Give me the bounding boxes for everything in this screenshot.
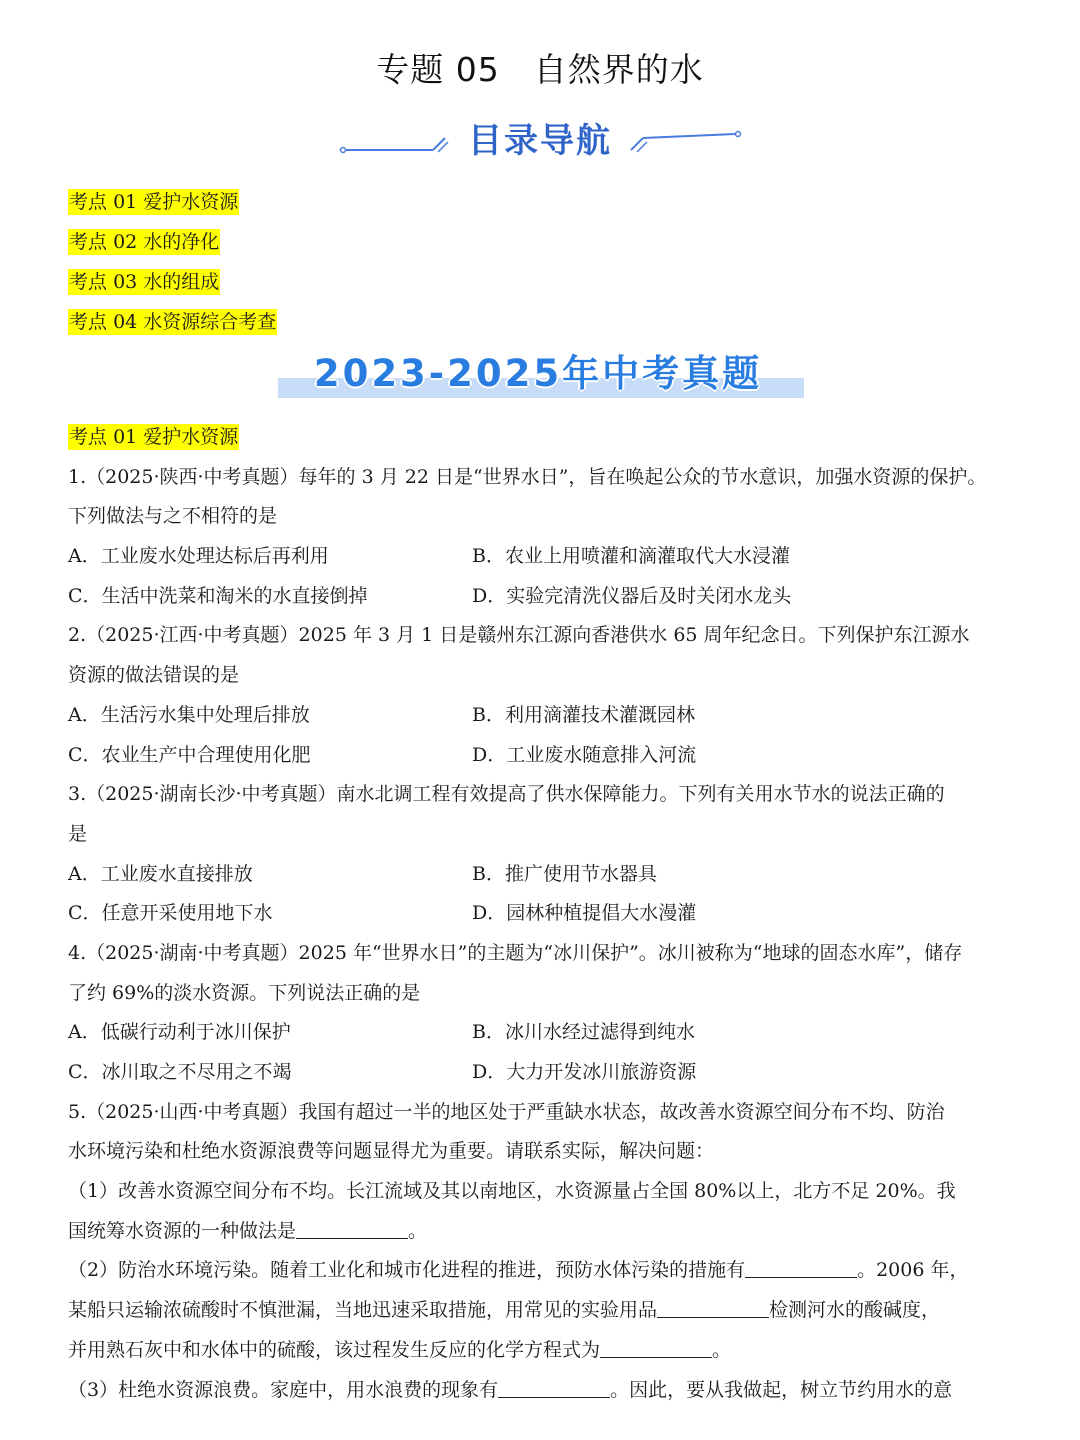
toc-banner — [335, 118, 745, 166]
sub-question-3: （3）杜绝水资源浪费。家庭中，用水浪费的现象有 。因此，要从我做起，树立节约用水的意 — [68, 1378, 953, 1401]
option-c: C．冰川取之不尽用之不竭 — [68, 1061, 292, 1083]
answer-blank[interactable] — [498, 1377, 610, 1398]
toc-item-02[interactable]: 考点 02 水的净化 — [69, 231, 220, 253]
title-topic-number: 专题 05 — [376, 50, 500, 89]
question-2 — [68, 619, 1018, 778]
years-banner — [272, 348, 804, 404]
option-b: B．推广使用节水器具 — [472, 862, 657, 885]
option-a: A．工业废水直接排放 — [68, 862, 253, 885]
question-stem: 5.（2025·山西·中考真题）我国有超过一半的地区处于严重缺水状态，故改善水资源空间分布不均、防治 — [68, 1100, 945, 1123]
title-topic-name: 自然界的水 — [533, 50, 704, 89]
question-stem: 3.（2025·湖南长沙·中考真题）南水北调工程有效提高了供水保障能力。下列有关用水节水的说法正确的 — [68, 783, 945, 806]
option-c: C．任意开采使用地下水 — [68, 902, 273, 925]
option-a: A．生活污水集中处理后排放 — [68, 703, 310, 726]
toc-item-04[interactable]: 考点 04 水资源综合考查 — [69, 311, 277, 333]
answer-blank[interactable] — [657, 1297, 769, 1318]
option-b: B．冰川水经过滤得到纯水 — [472, 1021, 695, 1044]
question-stem: 1.（2025·陕西·中考真题）每年的 3 月 22 日是“世界水日”，旨在唤起公众的节水意识，加强水资源的保护。 — [68, 465, 987, 488]
table-of-contents — [68, 187, 277, 347]
question-stem: 2.（2025·江西·中考真题）2025 年 3 月 1 日是赣州东江源向香港供水 65 周年纪念日。下列保护东江源水 — [68, 624, 970, 647]
option-d: D．实验完清洗仪器后及时关闭水龙头 — [472, 584, 792, 607]
toc-item-03[interactable]: 考点 03 水的组成 — [69, 271, 220, 293]
option-d: D．工业废水随意排入河流 — [472, 743, 697, 766]
questions-section — [68, 421, 1018, 1413]
toc-banner-title: 目录导航 — [468, 121, 612, 161]
question-stem: 是 — [68, 822, 88, 845]
question-stem: 水环境污染和杜绝水资源浪费等问题显得尤为重要。请联系实际，解决问题： — [68, 1140, 715, 1163]
question-5 — [68, 1096, 1018, 1414]
section-heading: 考点 01 爱护水资源 — [69, 426, 239, 448]
question-stem: 下列做法与之不相符的是 — [68, 505, 278, 528]
question-3 — [68, 778, 1018, 937]
sub-question-2: （2）防治水环境污染。随着工业化和城市化进程的推进，预防水体污染的措施有 。2006 年， — [68, 1259, 969, 1282]
option-b: B．利用滴灌技术灌溉园林 — [472, 703, 695, 726]
question-stem: 4.（2025·湖南·中考真题）2025 年“世界水日”的主题为“冰川保护”。冰川被称为“地球的固态水库”，储存 — [68, 941, 963, 964]
years-banner-title: 2023-2025年中考真题 — [313, 352, 763, 395]
answer-blank[interactable] — [600, 1337, 712, 1358]
toc-item-01[interactable]: 考点 01 爱护水资源 — [69, 191, 239, 213]
sub-question-2-cont: 并用熟石灰中和水体中的硫酸，该过程发生反应的化学方程式为 。 — [68, 1338, 732, 1361]
answer-blank[interactable] — [745, 1257, 857, 1278]
option-c: C．生活中洗菜和淘米的水直接倒掉 — [68, 584, 368, 607]
page-title — [0, 44, 1080, 91]
sub-question-1-cont: 国统筹水资源的一种做法是 。 — [68, 1219, 428, 1242]
question-4 — [68, 937, 1018, 1096]
answer-blank[interactable] — [296, 1218, 408, 1239]
option-a: A．低碳行动利于冰川保护 — [68, 1021, 291, 1044]
sub-question-2-cont: 某船只运输浓硫酸时不慎泄漏，当地迅速采取措施，用常见的实验用品 检测河水的酸碱度， — [68, 1299, 941, 1322]
question-stem: 资源的做法错误的是 — [68, 664, 240, 687]
question-stem: 了约 69%的淡水资源。下列说法正确的是 — [68, 981, 421, 1004]
option-d: D．大力开发冰川旅游资源 — [472, 1061, 697, 1083]
option-d: D．园林种植提倡大水漫灌 — [472, 902, 697, 925]
sub-question-1: （1）改善水资源空间分布不均。长江流域及其以南地区，水资源量占全国 80%以上，北方不足 20%。我 — [68, 1180, 956, 1203]
option-c: C．农业生产中合理使用化肥 — [68, 743, 311, 766]
option-a: A．工业废水处理达标后再利用 — [68, 545, 329, 568]
option-b: B．农业上用喷灌和滴灌取代大水浸灌 — [472, 545, 790, 568]
question-1 — [68, 461, 1018, 620]
